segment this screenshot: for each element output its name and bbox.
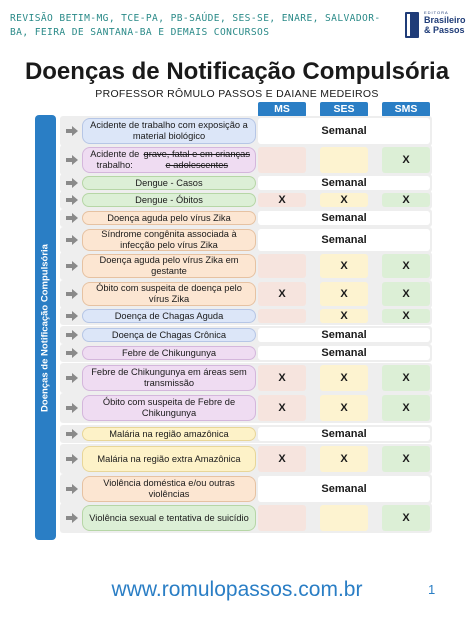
row-label: Malária na região amazônica (82, 427, 256, 441)
row-arrow-icon (66, 429, 78, 439)
row-cell-ms: X (258, 365, 306, 391)
row-label: Febre de Chikungunya (82, 346, 256, 360)
row-label: Óbito com suspeita de Febre de Chikungunya (82, 395, 256, 421)
row-arrow-icon (66, 330, 78, 340)
row-cell-sms: X (382, 193, 430, 207)
row-label: Síndrome congênita associada à infecção pelo vírus Zika (82, 229, 256, 251)
row-cell-ses (320, 505, 368, 531)
footer-website[interactable]: www.romulopassos.com.br (111, 578, 363, 601)
row-label: Acidente de trabalho com exposição a material biológico (82, 118, 256, 144)
row-arrow-icon (66, 126, 78, 136)
row-cell-sms: X (382, 254, 430, 278)
row-cell-ms (258, 254, 306, 278)
row-label: Dengue - Casos (82, 176, 256, 190)
row-cell-ms: X (258, 193, 306, 207)
publisher-logo (404, 8, 468, 42)
row-label: Doença de Chagas Aguda (82, 309, 256, 323)
row-arrow-icon (66, 373, 78, 383)
book-icon (404, 10, 422, 40)
column-header-ms: MS (258, 102, 306, 117)
row-frequency-cell: Semanal (258, 229, 430, 251)
row-label: Acidente de trabalho: grave, fatal e em crianças e adolescentes (82, 147, 256, 173)
row-label: Violência doméstica e/ou outras violências (82, 476, 256, 502)
row-cell-ses: X (320, 282, 368, 306)
sidebar-label: Doenças de Notificação Compulsória (39, 244, 51, 412)
row-cell-ms (258, 505, 306, 531)
row-arrow-icon (66, 213, 78, 223)
page-subtitle: PROFESSOR RÔMULO PASSOS E DAIANE MEDEIROS (95, 88, 379, 100)
logo-small-text: EDITORA (424, 10, 449, 15)
row-label: Doença de Chagas Crônica (82, 328, 256, 342)
logo-name-line-2: & Passos (424, 25, 465, 35)
row-label: Dengue - Óbitos (82, 193, 256, 207)
row-arrow-icon (66, 261, 78, 271)
row-arrow-icon (66, 348, 78, 358)
row-cell-ses: X (320, 254, 368, 278)
row-arrow-icon (66, 235, 78, 245)
row-arrow-icon (66, 484, 78, 494)
row-cell-sms: X (382, 446, 430, 472)
row-arrow-icon (66, 513, 78, 523)
row-cell-ms (258, 309, 306, 323)
row-frequency-cell: Semanal (258, 211, 430, 225)
row-arrow-icon (66, 178, 78, 188)
row-frequency-cell: Semanal (258, 427, 430, 441)
row-arrow-icon (66, 289, 78, 299)
row-cell-ms: X (258, 395, 306, 421)
column-header-sms: SMS (382, 102, 430, 117)
row-arrow-icon (66, 155, 78, 165)
page-title: Doenças de Notificação Compulsória (24, 58, 450, 85)
row-cell-ses: X (320, 309, 368, 323)
row-arrow-icon (66, 403, 78, 413)
logo-name-line-1: Brasileiro (424, 15, 466, 25)
row-label: Febre de Chikungunya em áreas sem transmissão (82, 365, 256, 391)
row-cell-sms: X (382, 282, 430, 306)
row-cell-ses: X (320, 395, 368, 421)
row-arrow-icon (66, 311, 78, 321)
row-cell-sms: X (382, 309, 430, 323)
page-number: 1 (428, 582, 436, 597)
row-label: Óbito com suspeita de doença pelo vírus Zika (82, 282, 256, 306)
row-cell-ses: X (320, 365, 368, 391)
row-cell-ms: X (258, 282, 306, 306)
row-cell-sms: X (382, 147, 430, 173)
column-header-ses: SES (320, 102, 368, 117)
row-label: Doença aguda pelo vírus Zika (82, 211, 256, 225)
header-course-line: REVISÃO BETIM-MG, TCE-PA, PB-SAÚDE, SES-SE, ENARE, SALVADOR-BA, FEIRA DE SANTANA-BA E DEMAIS CONCURSOS (10, 13, 381, 38)
row-label: Violência sexual e tentativa de suicídio (82, 505, 256, 531)
row-cell-ses: X (320, 193, 368, 207)
row-cell-sms: X (382, 395, 430, 421)
row-cell-ses (320, 147, 368, 173)
row-cell-ses: X (320, 446, 368, 472)
row-frequency-cell: Semanal (258, 176, 430, 190)
row-frequency-cell: Semanal (258, 476, 430, 502)
row-label: Doença aguda pelo vírus Zika em gestante (82, 254, 256, 278)
row-frequency-cell: Semanal (258, 346, 430, 360)
row-arrow-icon (66, 195, 78, 205)
row-label: Malária na região extra Amazônica (82, 446, 256, 472)
row-cell-ms: X (258, 446, 306, 472)
row-frequency-cell: Semanal (258, 328, 430, 342)
row-cell-sms: X (382, 505, 430, 531)
row-arrow-icon (66, 454, 78, 464)
row-cell-sms: X (382, 365, 430, 391)
row-frequency-cell: Semanal (258, 118, 430, 144)
row-cell-ms (258, 147, 306, 173)
